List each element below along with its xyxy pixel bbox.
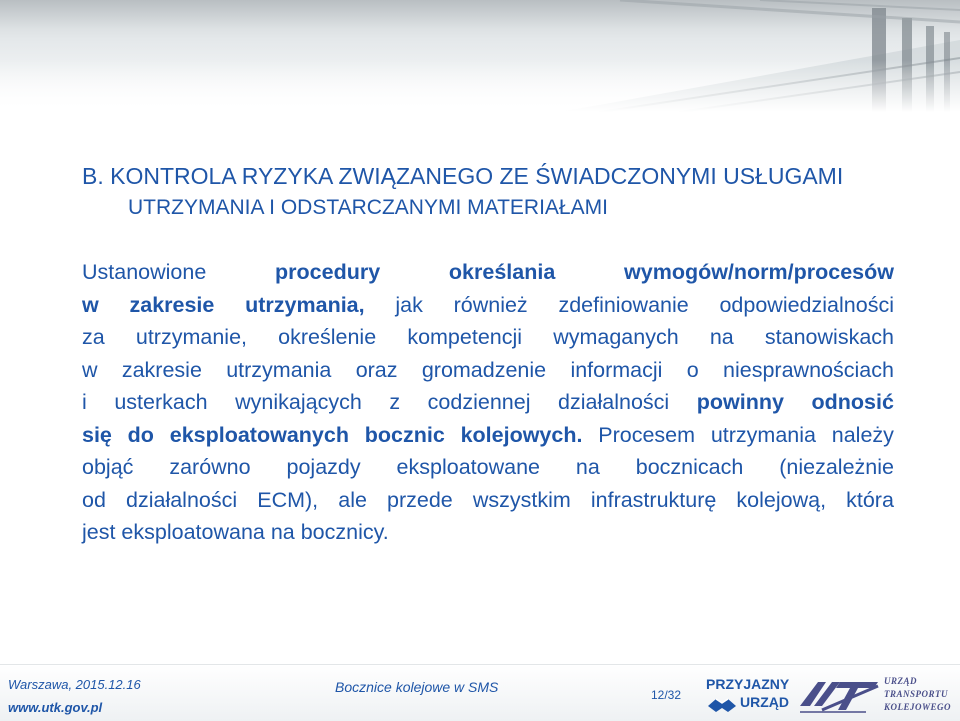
handshake-icon bbox=[706, 694, 738, 714]
word: jak bbox=[395, 292, 423, 317]
word: ale bbox=[338, 487, 367, 512]
word: kolejową, bbox=[736, 487, 827, 512]
footer-website-link[interactable]: www.utk.gov.pl bbox=[8, 700, 103, 715]
word: działalności bbox=[126, 487, 238, 512]
title-line-2: UTRZYMANIA I ODSTARCZANYMI MATERIAŁAMI bbox=[128, 196, 608, 219]
utk-emblem-icon bbox=[796, 676, 880, 716]
paragraph-line bbox=[82, 386, 894, 419]
railway-platform-illustration bbox=[0, 0, 960, 112]
word: Procesem bbox=[598, 422, 696, 447]
word: niesprawnościach bbox=[723, 357, 894, 382]
word: która bbox=[846, 487, 894, 512]
word: infrastrukturę bbox=[590, 487, 717, 512]
bold-word: wymogów/norm/procesów bbox=[624, 260, 894, 284]
word: zarówno bbox=[169, 455, 251, 479]
word: eksploatowane bbox=[396, 455, 540, 479]
title-line-1: B. KONTROLA RYZYKA ZWIĄZANEGO ZE ŚWIADCZONYMI USŁUGAMI bbox=[82, 163, 844, 189]
word: należy bbox=[831, 422, 894, 447]
word: od bbox=[82, 487, 106, 512]
word: codziennej bbox=[427, 390, 531, 414]
word: pojazdy bbox=[286, 455, 361, 479]
word: wszystkim bbox=[472, 487, 571, 512]
utk-logo-text-2: TRANSPORTU bbox=[884, 689, 949, 699]
word: na bbox=[709, 325, 734, 349]
przyjazny-logo-text-1: PRZYJAZNY bbox=[706, 676, 790, 692]
word: na bbox=[575, 455, 600, 479]
word: odpowiedzialności bbox=[719, 292, 894, 317]
bold-word: procedury bbox=[275, 260, 381, 284]
word: gromadzenie bbox=[421, 357, 547, 382]
word: ECM), bbox=[257, 487, 319, 512]
bold-word: odnosić bbox=[811, 390, 894, 414]
paragraph-line bbox=[82, 451, 894, 484]
word: kompetencji bbox=[407, 325, 523, 349]
paragraph-line bbox=[82, 516, 894, 549]
word: zdefiniowanie bbox=[558, 292, 689, 317]
paragraph-line bbox=[82, 354, 894, 387]
bold-word: zakresie bbox=[129, 292, 215, 317]
bold-word: utrzymania, bbox=[245, 292, 365, 317]
word: jest eksploatowana na bocznicy. bbox=[82, 520, 389, 544]
word: za bbox=[82, 325, 105, 349]
word: z bbox=[389, 390, 401, 414]
body-paragraph bbox=[82, 256, 894, 549]
utk-logo bbox=[796, 674, 956, 718]
slide-title bbox=[82, 160, 902, 224]
word: Ustanowione bbox=[82, 260, 207, 284]
word: w bbox=[82, 357, 98, 382]
bold-word: kolejowych. bbox=[460, 422, 583, 447]
paragraph-line bbox=[82, 484, 894, 517]
word: bocznicach bbox=[635, 455, 744, 479]
word: określenie bbox=[278, 325, 377, 349]
word: objąć bbox=[82, 455, 134, 479]
word: działalności bbox=[558, 390, 670, 414]
bold-word: powinny bbox=[696, 390, 784, 414]
utk-logo-text-3: KOLEJOWEGO bbox=[884, 702, 952, 712]
paragraph-line bbox=[82, 289, 894, 322]
word: wynikających bbox=[235, 390, 362, 414]
przyjazny-urzad-logo bbox=[702, 674, 790, 716]
word: utrzymanie, bbox=[135, 325, 247, 349]
word: zakresie bbox=[121, 357, 202, 382]
word: utrzymania bbox=[710, 422, 816, 447]
word: (niezależnie bbox=[779, 455, 894, 479]
footer-topic: Bocznice kolejowe w SMS bbox=[335, 679, 499, 695]
word: przede bbox=[387, 487, 453, 512]
page-number: 12/32 bbox=[651, 688, 682, 702]
bold-word: się bbox=[82, 422, 112, 447]
word: i bbox=[82, 390, 87, 414]
word: o bbox=[686, 357, 699, 382]
bold-word: bocznic bbox=[364, 422, 445, 447]
word: informacji bbox=[570, 357, 663, 382]
word: wymaganych bbox=[553, 325, 679, 349]
word: usterkach bbox=[114, 390, 208, 414]
word: utrzymania bbox=[226, 357, 332, 382]
bold-word: określania bbox=[448, 260, 556, 284]
header-banner-image bbox=[0, 0, 960, 112]
footer-city-date: Warszawa, 2015.12.16 bbox=[8, 677, 141, 692]
utk-logo-text-1: URZĄD bbox=[884, 676, 918, 686]
paragraph-line bbox=[82, 419, 894, 452]
word: również bbox=[453, 292, 528, 317]
przyjazny-logo-text-2: URZĄD bbox=[740, 694, 789, 710]
paragraph-line bbox=[82, 321, 894, 354]
word: oraz bbox=[355, 357, 398, 382]
word: stanowiskach bbox=[764, 325, 894, 349]
bold-word: do bbox=[127, 422, 154, 447]
bold-word: w bbox=[82, 292, 99, 317]
paragraph-line bbox=[82, 256, 894, 289]
bold-word: eksploatowanych bbox=[169, 422, 349, 447]
